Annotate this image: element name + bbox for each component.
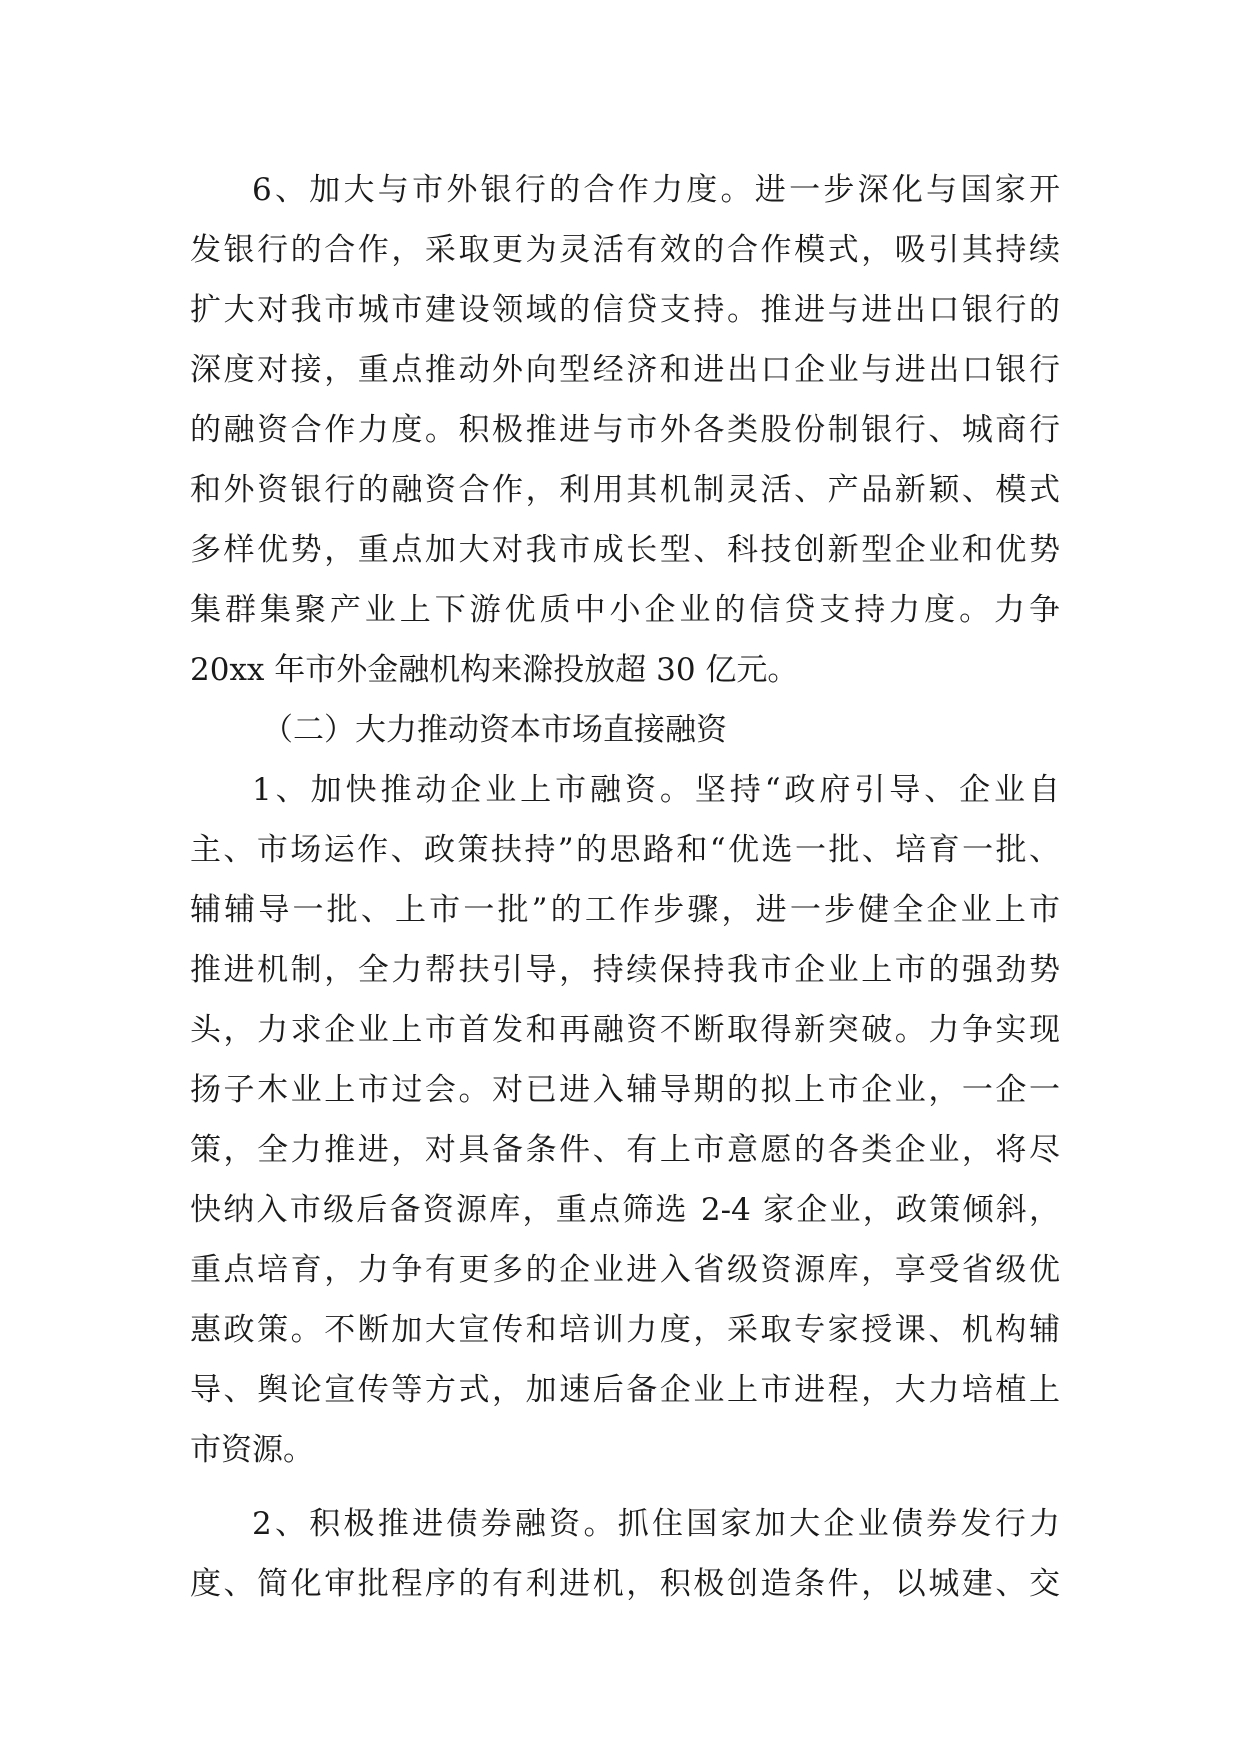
text-line: 头，力求企业上市首发和再融资不断取得新突破。力争实现	[190, 1012, 1060, 1048]
text-line: 扩大对我市城市建设领域的信贷支持。推进与进出口银行的	[190, 292, 1060, 328]
text-line: 多样优势，重点加大对我市成长型、科技创新型企业和优势	[190, 532, 1060, 568]
paragraph-spacer	[190, 1480, 1060, 1494]
document-body	[190, 160, 1060, 1614]
text-line: 主、市场运作、政策扶持”的思路和“优选一批、培育一批、	[190, 832, 1060, 868]
section-heading: （二）大力推动资本市场直接融资	[262, 712, 727, 748]
text-line: 快纳入市级后备资源库，重点筛选 2-4 家企业，政策倾斜，	[190, 1192, 1060, 1228]
text-line: 的融资合作力度。积极推进与市外各类股份制银行、城商行	[190, 412, 1060, 448]
paragraph-ipo-financing	[190, 760, 1060, 1480]
text-line: 推进机制，全力帮扶引导，持续保持我市企业上市的强劲势	[190, 952, 1060, 988]
text-line: 集群集聚产业上下游优质中小企业的信贷支持力度。力争	[190, 592, 1060, 628]
text-line: 20xx 年市外金融机构来滁投放超 30 亿元。	[190, 652, 799, 688]
text-line: 深度对接，重点推动外向型经济和进出口企业与进出口银行	[190, 352, 1060, 388]
text-line: 惠政策。不断加大宣传和培训力度，采取专家授课、机构辅	[190, 1312, 1060, 1348]
text-line: 策，全力推进，对具备条件、有上市意愿的各类企业，将尽	[190, 1132, 1060, 1168]
text-line: 1、加快推动企业上市融资。坚持“政府引导、企业自	[252, 772, 1060, 808]
text-line: 市资源。	[190, 1432, 314, 1468]
text-line: 发银行的合作，采取更为灵活有效的合作模式，吸引其持续	[190, 232, 1060, 268]
text-line: 度、简化审批程序的有利进机，积极创造条件，以城建、交	[190, 1566, 1060, 1602]
paragraph-bond-financing	[190, 1494, 1060, 1614]
text-line: 重点培育，力争有更多的企业进入省级资源库，享受省级优	[190, 1252, 1060, 1288]
text-line: 6、加大与市外银行的合作力度。进一步深化与国家开	[252, 172, 1060, 208]
paragraph-bank-cooperation	[190, 160, 1060, 700]
text-line: 导、舆论宣传等方式，加速后备企业上市进程，大力培植上	[190, 1372, 1060, 1408]
text-line: 和外资银行的融资合作，利用其机制灵活、产品新颖、模式	[190, 472, 1060, 508]
text-line: 辅辅导一批、上市一批”的工作步骤，进一步健全企业上市	[190, 892, 1060, 928]
text-line: 2、积极推进债券融资。抓住国家加大企业债券发行力	[252, 1506, 1060, 1542]
text-line: 扬子木业上市过会。对已进入辅导期的拟上市企业，一企一	[190, 1072, 1060, 1108]
